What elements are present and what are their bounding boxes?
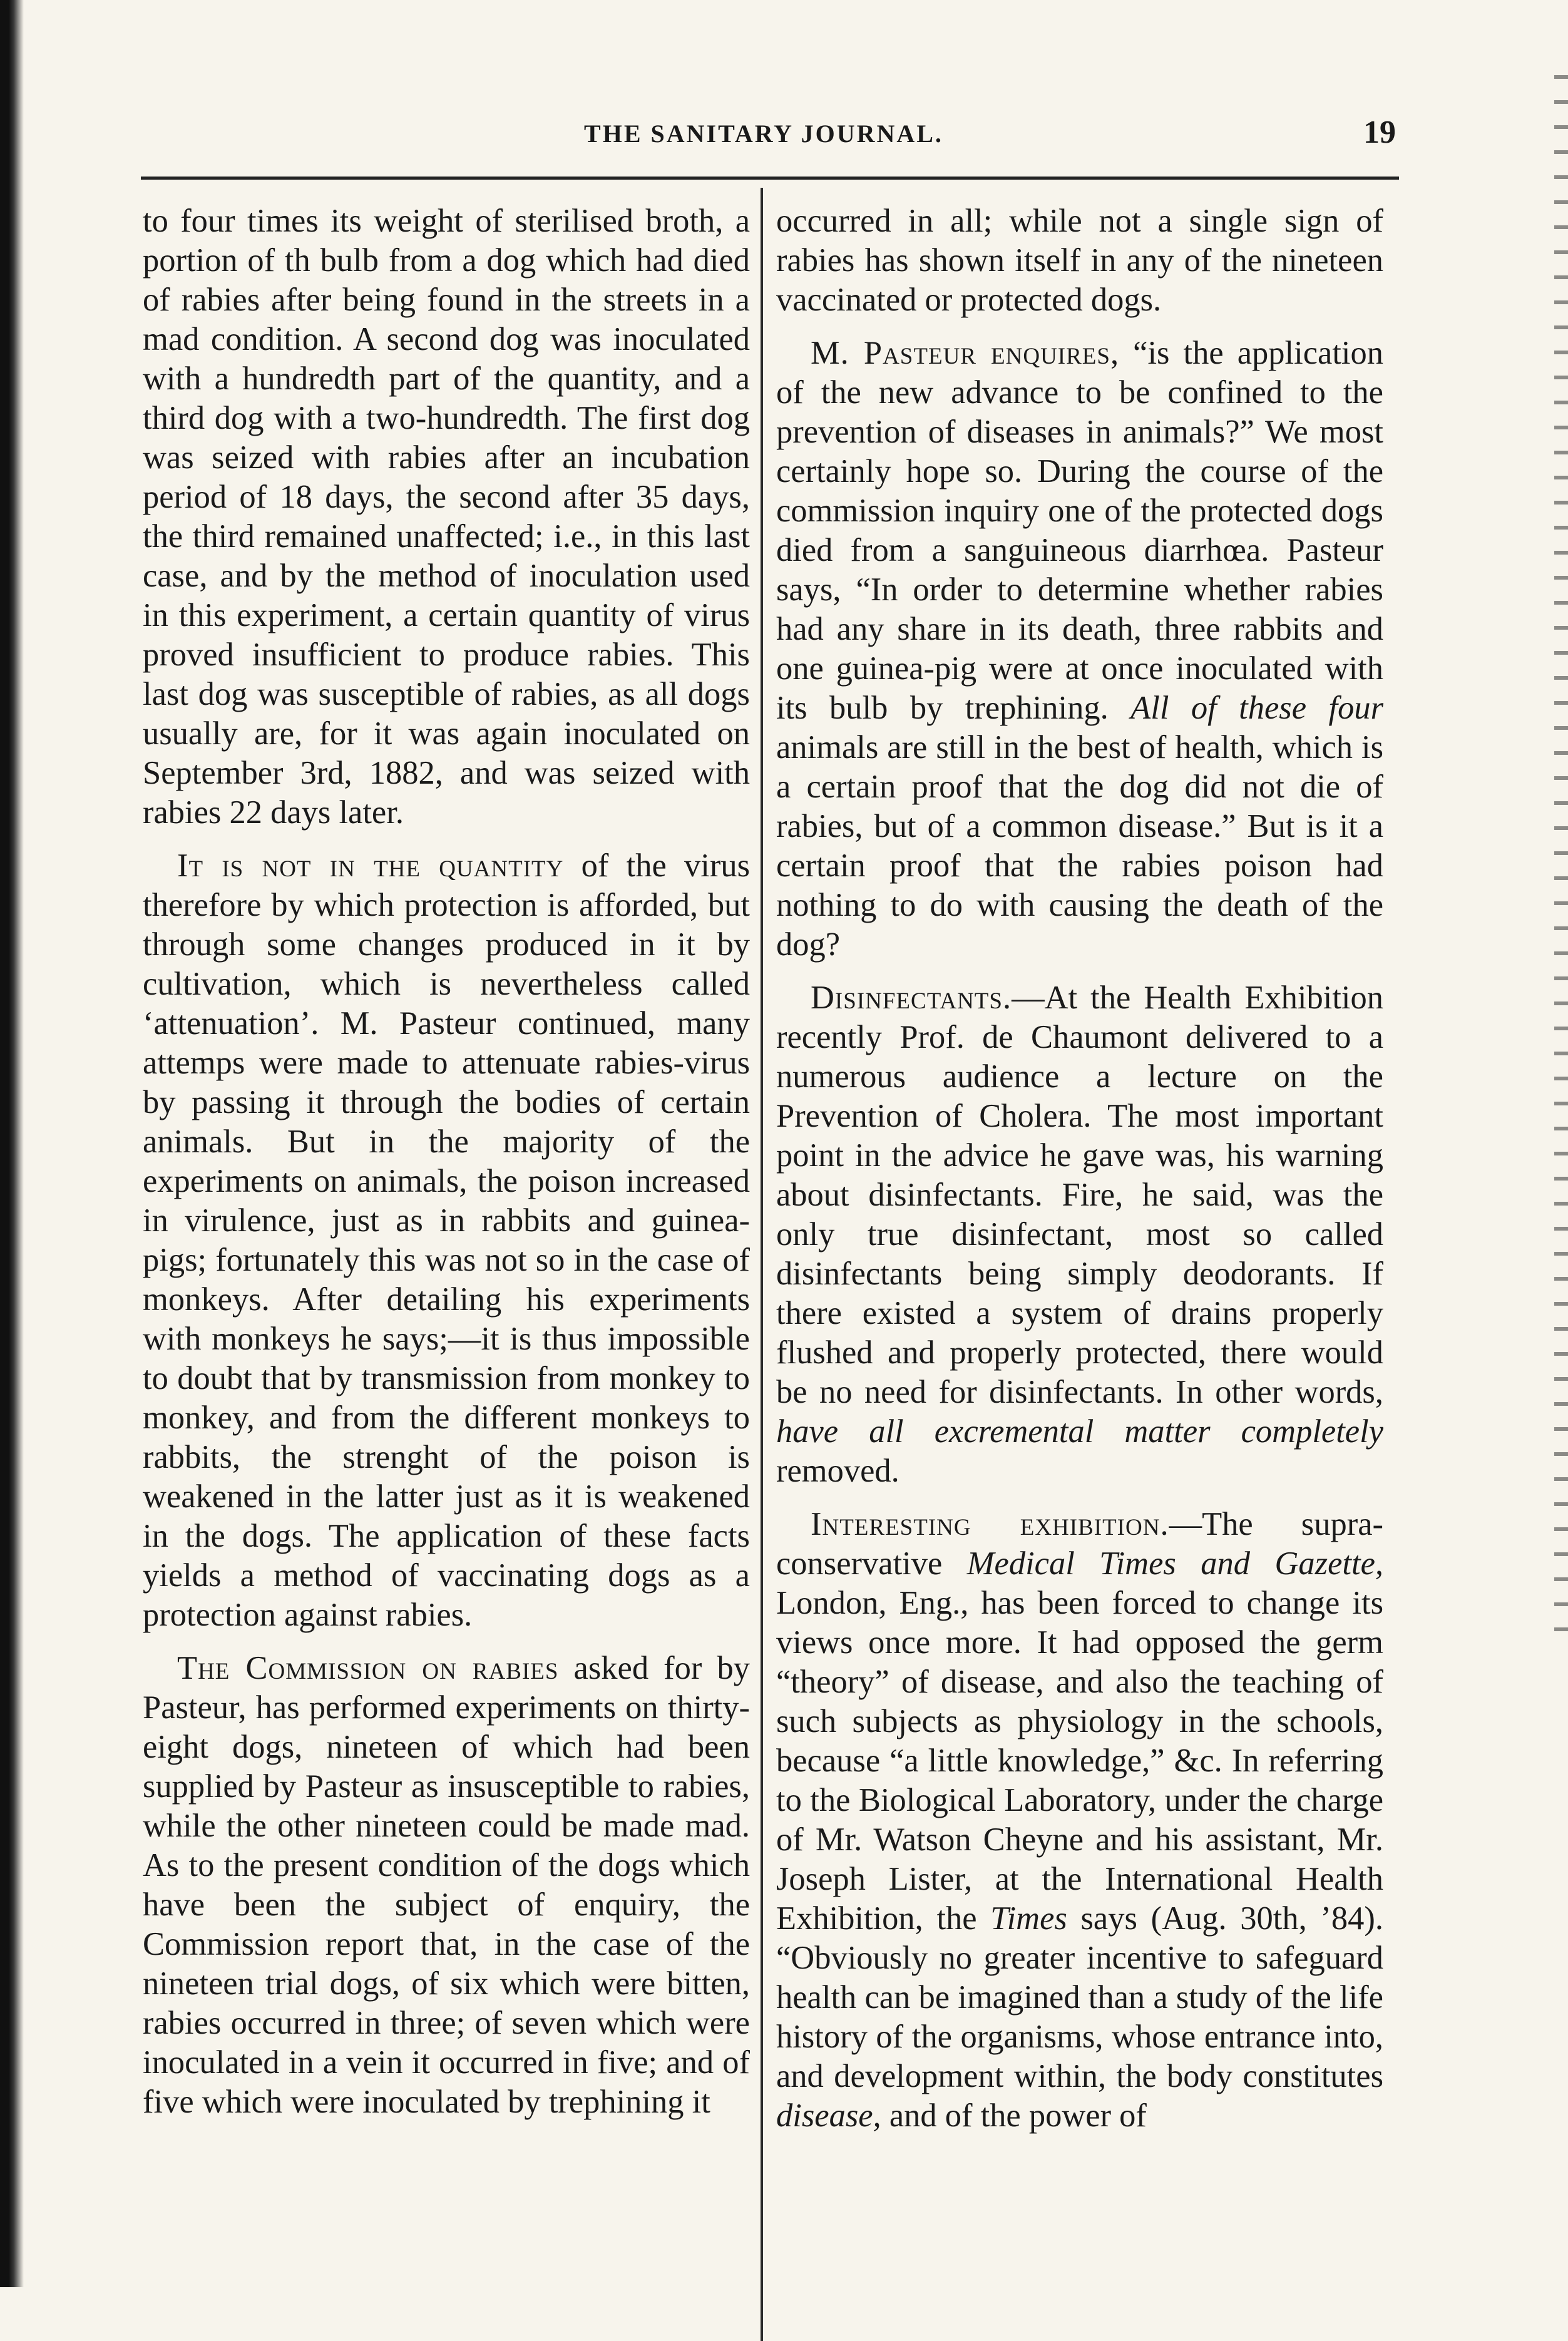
paragraph-italic: Medical Times and Gazette, (966, 1545, 1384, 1582)
paragraph-broth-inoculation (143, 202, 750, 832)
paragraph-text: London, Eng., has been forced to change its views once more. It had opposed the germ “theory” of disease, and also the teaching of such subjects as physiology in the schools, because “a little knowledge,” &c. In referring to the Biological Laboratory, under the charge of Mr. Watson Cheyne and his assistant, Mr. Joseph Lister, at the International Health Exhibition, the (776, 1585, 1383, 1937)
page-number: 19 (1363, 115, 1396, 150)
paragraph-text: occurred in all; while not a single sign of rabies has shown itself in any of the nineteen vaccinated or protected dogs. (776, 203, 1383, 318)
scan-right-edge (1554, 75, 1568, 1640)
paragraph-quantity (143, 846, 750, 1635)
page-header (138, 115, 1396, 169)
paragraph-text: —At the Health Exhibition recently Prof. de Chaumont delivered to a numerous audience a lecture on the Prevention of Cholera. The most important point in the advice he gave was, his warning about disinfectants. Fire, he said, was the only true disinfectant, most so called disinfectants being simply deodorants. If there existed a system of drains properly flushed and properly protected, there would be no need for disinfectants. In other words, (776, 980, 1383, 1410)
paragraph-italic: All of these four (1130, 690, 1383, 726)
paragraph-exhibition (776, 1505, 1383, 2136)
paragraph-commission (143, 1649, 750, 2122)
header-rule (141, 177, 1399, 180)
paragraph-text: asked for by Pasteur, has performed experiments on thirty-eight dogs, nineteen of which had been supplied by Pasteur as insusceptible to rabies, while the other nineteen could be made mad. As to the present condition of the dogs which have been the subject of enquiry, the Commission report that, in the case of the nineteen trial dogs, of six which were bitten, rabies occurred in three; of seven which were inoculated in a vein it occurred in five; and of five which were inoculated by trephining it (143, 1650, 750, 2120)
paragraph-text: removed. (776, 1453, 899, 1489)
paragraph-text: animals are still in the best of health, which is a certain proof that the dog did not die of rabies, but of a common disease.” But is it a certain proof that the rabies poison had nothing to do with causing the death of the dog? (776, 729, 1383, 963)
paragraph-continuation (776, 202, 1383, 320)
paragraph-lead: M. Pasteur enquires, (811, 335, 1120, 371)
paragraph-lead: The Commission on rabies (177, 1650, 559, 1686)
paragraph-text: of the virus therefore by which protection is afforded, but through some changes produced in it by cultivation, which is nevertheless called ‘attenuation’. M. Pasteur continued, many attemps were made to attenuate rabies-virus by passing it through the bodies of certain animals. But in the majority of the experiments on animals, the poison increased in virulence, just as in rabbits and guinea-pigs; fortunately this was not so in the case of monkeys. After detailing his experiments with monkeys he says;—it is thus impossible to doubt that by transmission from monkey to monkey, and from the different monkeys to rabbits, the strenght of the poison is weakened in the latter just as it is weakened in the dogs. The application of these facts yields a method of vaccinating dogs as a protection against rabies. (143, 848, 750, 1633)
paragraph-pasteur-enquires (776, 334, 1383, 965)
paragraph-lead: Interesting exhibition. (811, 1506, 1169, 1542)
paragraph-text: “is the application of the new advance to be confined to the prevention of diseases in animals?” We most certainly hope so. During the course of the commission inquiry one of the protected dogs died from a sanguineous diarrhœa. Pasteur says, “In order to determine whether rabies had any share in its death, three rabbits and one guinea-pig were at once inoculated with its bulb by trephining. (776, 335, 1383, 726)
paragraph-text: and of the power of (881, 2098, 1147, 2134)
paragraph-italic: have all excremental matter completely (776, 1413, 1383, 1450)
column-divider (761, 188, 763, 2341)
running-title: THE SANITARY JOURNAL. (584, 120, 943, 148)
right-column (776, 202, 1383, 2149)
paragraph-text: to four times its weight of sterilised broth, a portion of th bulb from a dog which had died of rabies after being found in the streets in a mad condition. A second dog was inoculated with a hundredth part of the quantity, and a third dog with a two-hundredth. The first dog was seized with rabies after an incubation period of 18 days, the second after 35 days, the third remained unaffected; i.e., in this last case, and by the method of inoculation used in this experiment, a certain quantity of virus proved insufficient to produce rabies. This last dog was susceptible of rabies, as all dogs usually are, for it was again inoculated on September 3rd, 1882, and was seized with rabies 22 days later. (143, 203, 750, 831)
paragraph-disinfectants (776, 978, 1383, 1491)
paragraph-italic: disease, (776, 2098, 881, 2134)
paragraph-lead: Disinfectants. (811, 980, 1012, 1016)
paragraph-text: says (Aug. 30th, ’84). “Obviously no greater incentive to safeguard health can be imagined than a study of the life history of the organisms, whose entrance into, and development within, the body constitutes (776, 1900, 1383, 2094)
paragraph-lead: It is not in the quantity (177, 848, 564, 884)
left-column (143, 202, 750, 2136)
paragraph-italic: Times (990, 1900, 1067, 1937)
paragraph-text: —The supra-conservative (776, 1506, 1383, 1582)
scan-left-edge (0, 0, 24, 2287)
